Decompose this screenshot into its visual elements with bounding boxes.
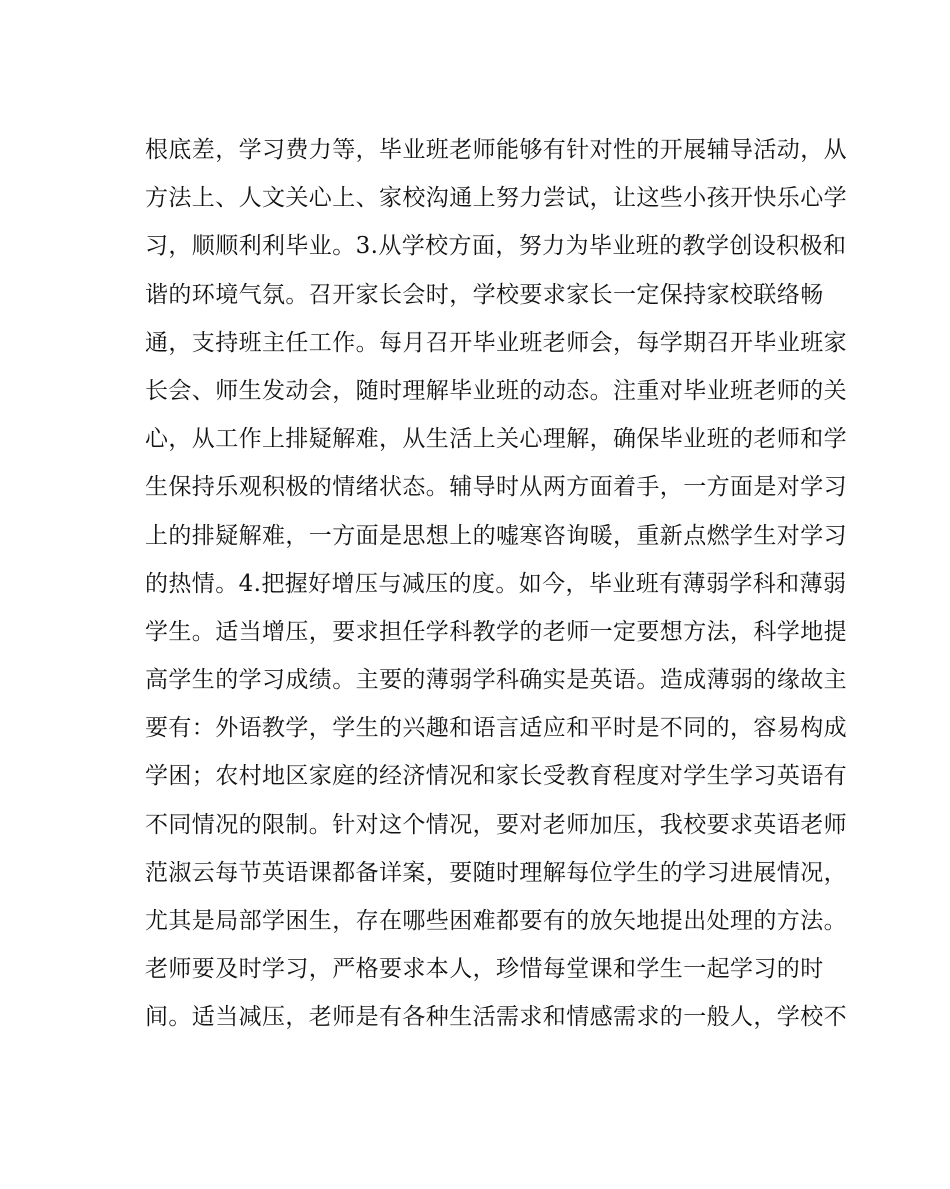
- text-line: 高学生的学习成绩。主要的薄弱学科确实是英语。造成薄弱的缘故主: [145, 667, 847, 694]
- text-line: 习，顺顺利利毕业。3.从学校方面，努力为毕业班的教学创设积极和: [145, 233, 847, 260]
- text-line: 要有：外语教学，学生的兴趣和语言适应和平时是不同的，容易构成: [145, 715, 847, 742]
- text-line: 不同情况的限制。针对这个情况，要对老师加压，我校要求英语老师: [145, 811, 847, 838]
- text-line: 根底差，学习费力等，毕业班老师能够有针对性的开展辅导活动，从: [145, 137, 847, 163]
- text-line: 范淑云每节英语课都备详案，要随时理解每位学生的学习进展情况，: [145, 859, 847, 886]
- text-line: 长会、师生发动会，随时理解毕业班的动态。注重对毕业班老师的关: [145, 377, 847, 404]
- text-line: 通，支持班主任工作。每月召开毕业班老师会，每学期召开毕业班家: [145, 329, 847, 356]
- text-line: 间。适当减压，老师是有各种生活需求和情感需求的一般人，学校不: [145, 1004, 847, 1031]
- text-line: 上的排疑解难，一方面是思想上的嘘寒咨询暖，重新点燃学生对学习: [145, 522, 847, 549]
- text-line: 生保持乐观积极的情绪状态。辅导时从两方面着手，一方面是对学习: [145, 474, 847, 501]
- text-line: 学生。适当增压，要求担任学科教学的老师一定要想方法，科学地提: [145, 618, 847, 645]
- text-line: 谐的环境气氛。召开家长会时，学校要求家长一定保持家校联络畅: [145, 281, 824, 308]
- text-line: 学困；农村地区家庭的经济情况和家长受教育程度对学生学习英语有: [145, 763, 847, 790]
- text-line: 尤其是局部学困生，存在哪些困难都要有的放矢地提出处理的方法。: [145, 908, 847, 934]
- text-line: 心，从工作上排疑解难，从生活上关心理解，确保毕业班的老师和学: [145, 426, 847, 453]
- text-line: 方法上、人文关心上、家校沟通上努力尝试，让这些小孩开快乐心学: [145, 185, 847, 212]
- text-line: 老师要及时学习，严格要求本人，珍惜每堂课和学生一起学习的时: [145, 956, 824, 983]
- body-text: [145, 126, 847, 1042]
- text-line: 的热情。4.把握好增压与减压的度。如今，毕业班有薄弱学科和薄弱: [145, 570, 847, 597]
